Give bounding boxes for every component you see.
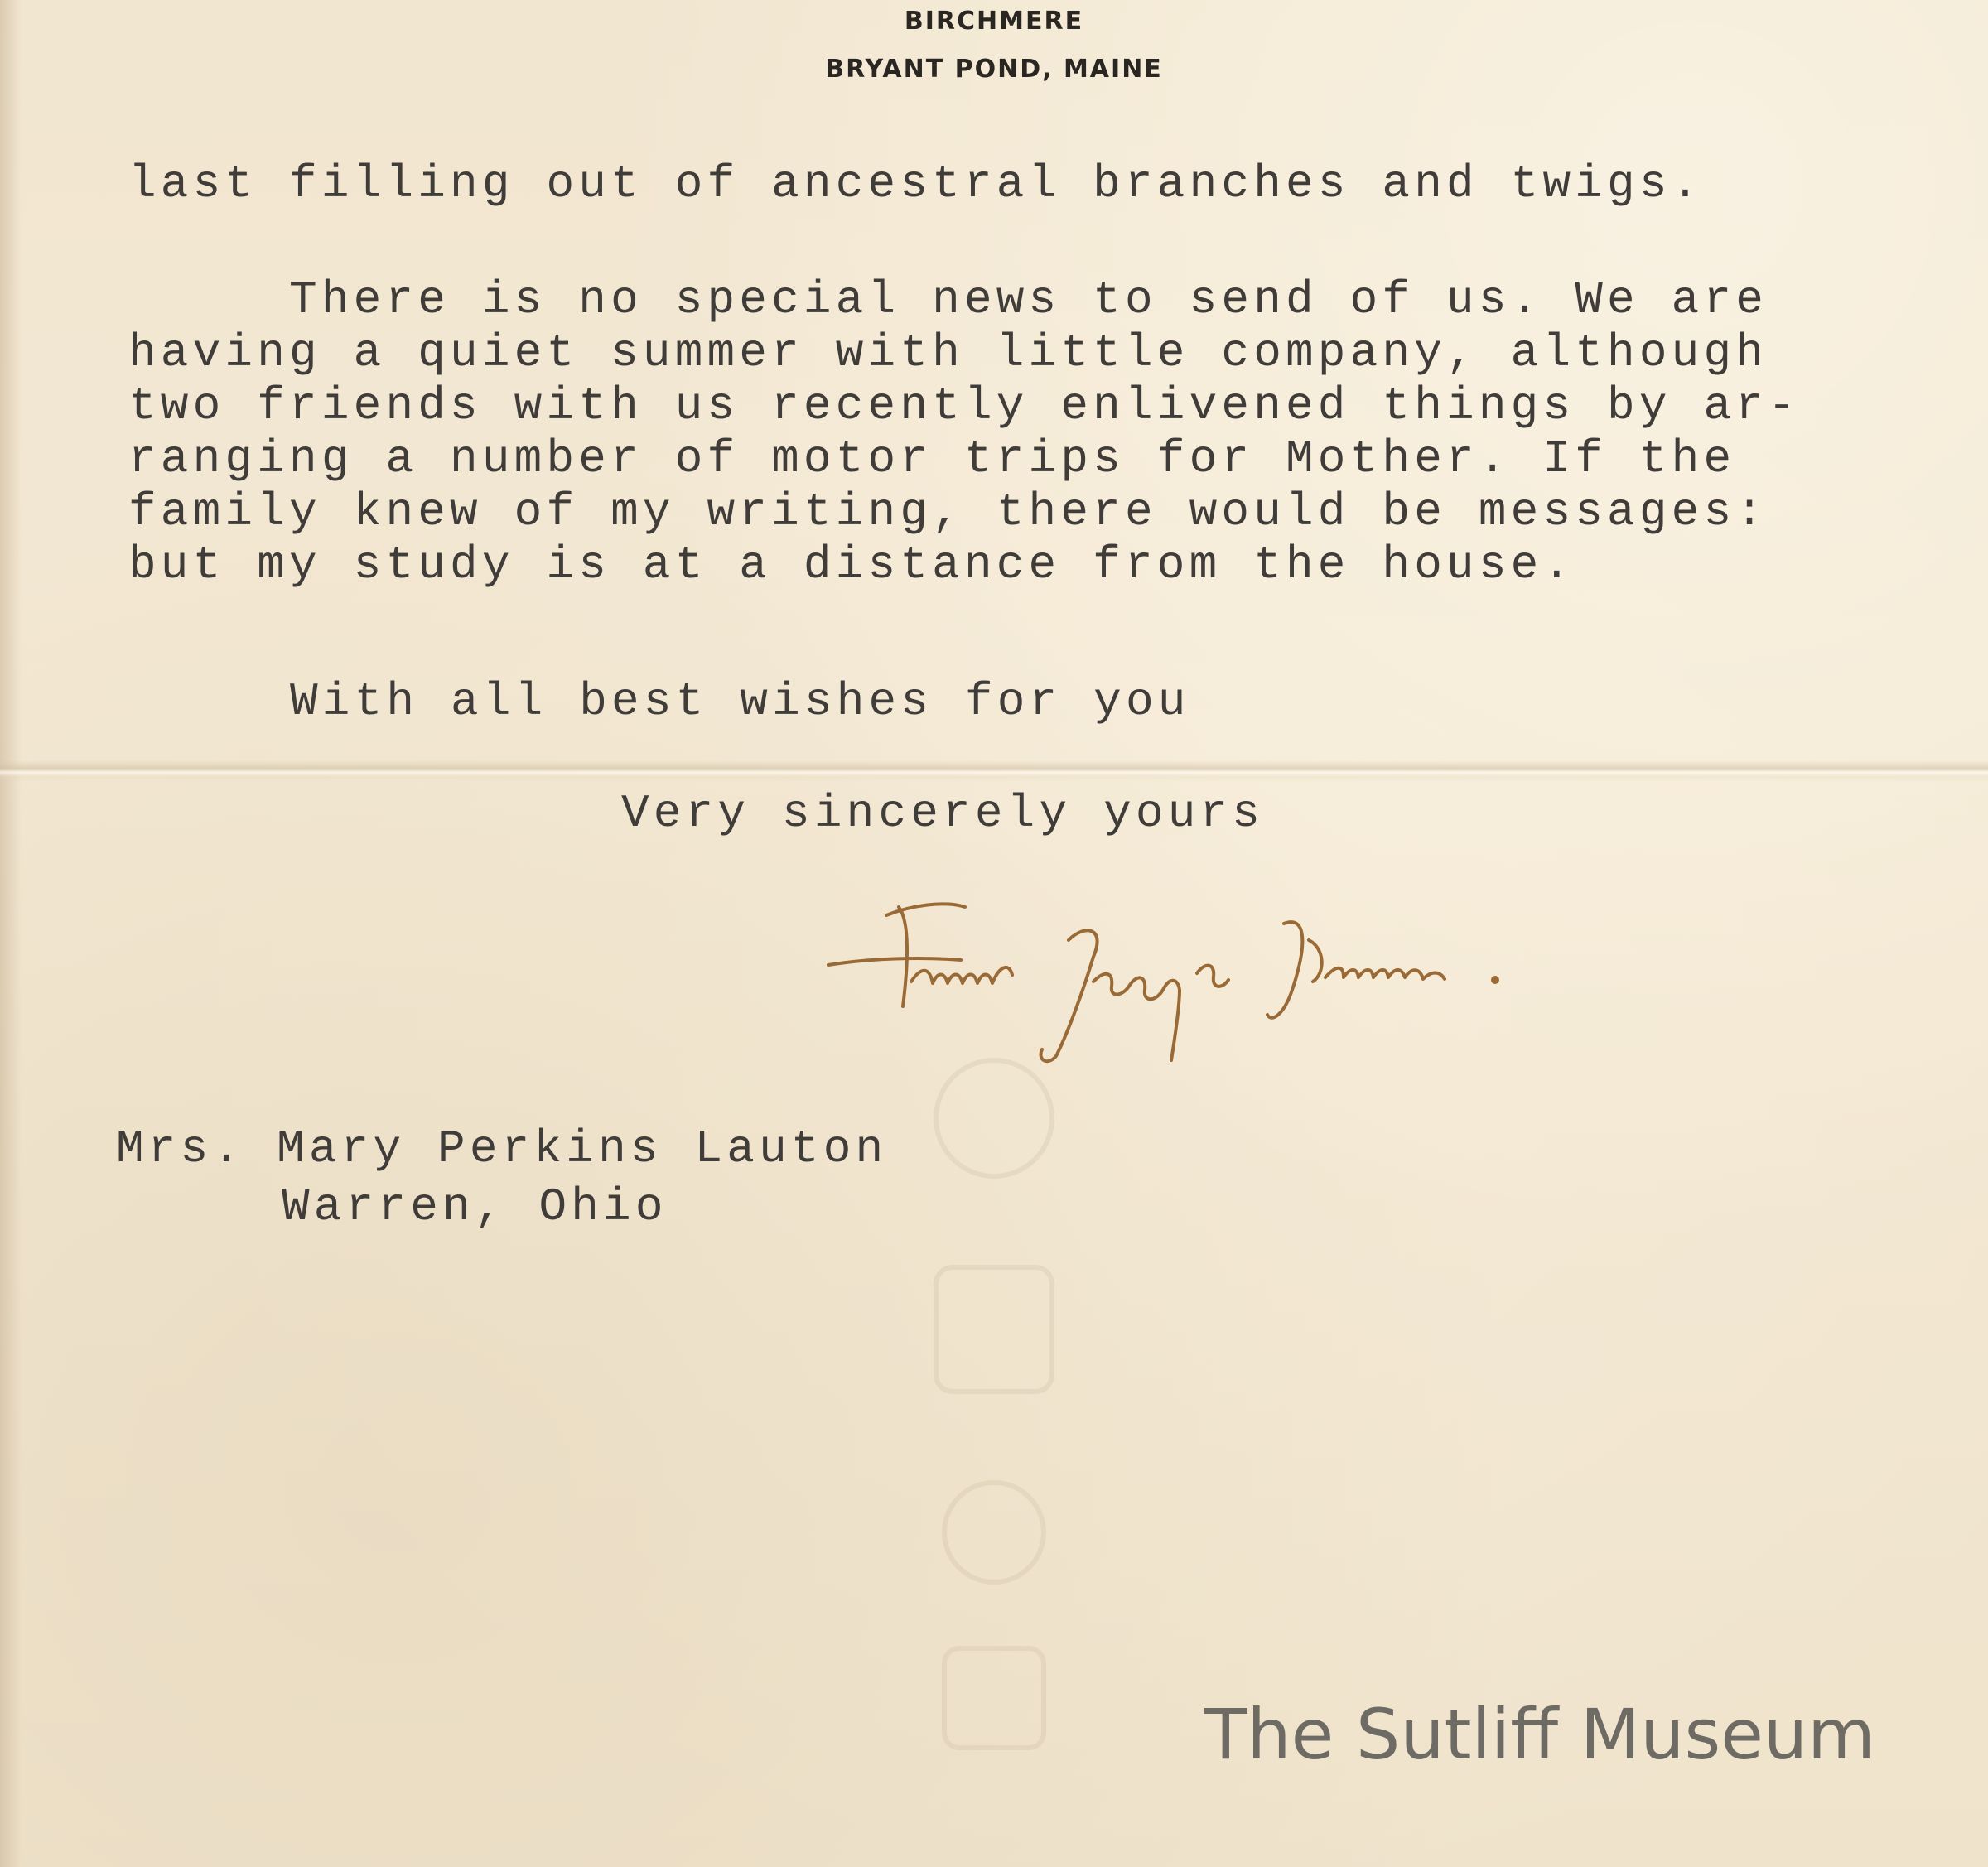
letterhead-place: BRYANT POND, MAINE bbox=[825, 55, 1163, 84]
addressee-name: Mrs. Mary Perkins Lauton bbox=[116, 1122, 888, 1175]
addressee-city: Warren, Ohio bbox=[282, 1180, 668, 1233]
embossed-monogram bbox=[895, 1019, 1093, 1764]
paper-edge-shadow bbox=[0, 0, 22, 1867]
closing-wishes: With all best wishes for you bbox=[290, 675, 1190, 728]
closing-valediction: Very sincerely yours bbox=[621, 787, 1265, 840]
museum-watermark: The Sutliff Museum bbox=[1204, 1694, 1875, 1775]
paper-fold-crease bbox=[0, 760, 1988, 782]
handwritten-signature bbox=[820, 890, 1524, 1073]
body-line-1: last filling out of ancestral branches and twigs. bbox=[128, 157, 1704, 210]
letterhead-name: BIRCHMERE bbox=[904, 7, 1084, 36]
body-paragraph: There is no special news to send of us. We are having a quiet summer with little company, although two friends with us recently enlivened things by ar- ranging a number of motor trips for Mother. If the family knew of my writing, there would be messages: but my study is at a distance from the house. bbox=[128, 273, 1800, 591]
